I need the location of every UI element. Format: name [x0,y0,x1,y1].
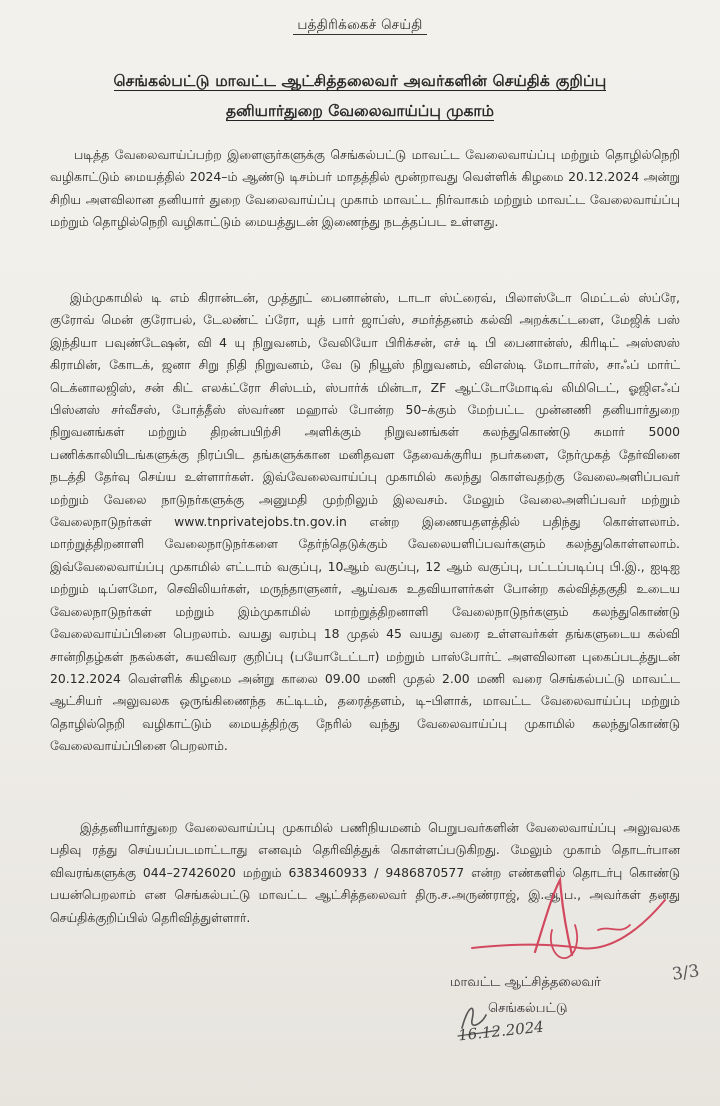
signatory-designation: மாவட்ட ஆட்சித்தலைவர் [450,975,601,990]
document-title: செங்கல்பட்டு மாவட்ட ஆட்சித்தலைவர் அவர்களின் செய்திக் குறிப்பு [113,72,607,90]
signature-stroke [551,925,577,958]
press-release-label: பத்திரிக்கைச் செய்தி [0,17,720,35]
handwritten-date: 16.12.2024 [457,1017,545,1045]
paragraph-contact: இத்தனியார்துறை வேலைவாய்ப்பு முகாமில் பணிநியமனம் பெறுபவர்களின் வேலைவாய்ப்பு அலுவலக பதிவு ரத்து செய்யப்படமாட்டாது எனவும் தெரிவித்துக் கொள்ளப்படுகிறது. மேலும் முகாம் தொடர்பான விவரங்களுக்கு 044–27426020 மற்றும் 6383460933 / 9486870577 என்ற எண்களில் தொடர்பு கொண்டு பயன்பெறலாம் என செங்கல்பட்டு மாவட்ட ஆட்சித்தலைவர் திரு.ச.அருண்ராஜ், இ.ஆ.ப., அவர்கள் தனது செய்திக்குறிப்பில் தெரிவித்துள்ளார். [50,820,680,925]
signatory-district: செங்கல்பட்டு [488,1001,568,1016]
paragraph-intro: படித்த வேலைவாய்ப்பற்ற இளைஞர்களுக்கு செங்கல்பட்டு மாவட்ட வேலைவாய்ப்பு மற்றும் தொழில்நெறி வழிகாட்டும் மையத்தில் 2024–ம் ஆண்டு டிசம்பர் மாதத்தில் மூன்றாவது வெள்ளிக் கிழமை 20.12.2024 அன்று சிறிய அளவிலான தனியார் துறை வேலைவாய்ப்பு முகாம் மாவட்ட நிர்வாகம் மற்றும் மாவட்ட வேலைவாய்ப்பு மற்றும் தொழில்நெறி வழிகாட்டும் மையத்துடன் இணைந்து நடத்தப்பட உள்ளது. [50,147,680,230]
paragraph-details: இம்முகாமில் டி எம் கிரான்டன், முத்தூட் பைனான்ஸ், டாடா ஸ்ட்ரைவ், பிலாஸ்டோ மெட்டல் ஸ்ப்ரே, குரோவ் மென் குரோபல், டேலண்ட் ப்ரோ, யுத் பார் ஜாப்ஸ், சமர்த்தனம் கல்வி அறக்கட்டளை, மேஜிக் பஸ் இந்தியா பவுண்டேஷன், வி 4 யு நிறுவனம், வேலியோ பிரிக்சன், எச் டி பி பைனான்ஸ், கிரிடிட் அஸ்ஸஸ் கிராமின், கோடக், ஜனா சிறு நிதி நிறுவனம், வே டு நியூஸ் நிறுவனம், விஎஸ்டி மோடார்ஸ், சாஃப் மார்ட் டெக்னாலஜிஸ், சன் கிட் எலக்ட்ரோ சிஸ்டம், ஸ்பார்க் மின்டா, ZF ஆட்டோமோடிவ் லிமிடெட், ஓஜிஎஃப் பிஸ்னஸ் சர்வீசஸ், போத்தீஸ் ஸ்வர்ண மஹால் போன்ற 50–க்கும் மேற்பட்ட முன்னணி தனியார்துறை நிறுவனங்கள் மற்றும் திறன்பயிற்சி அளிக்கும் நிறுவனங்கள் கலந்துகொண்டு சுமார் 5000 பணிக்காலியிடங்களுக்கு நிரப்பிட தங்களுக்கான மனிதவள தேவைக்குரிய நபர்களை, நேர்முகத் தேர்வினை நடத்தி தேர்வு செய்ய உள்ளார்கள். இவ்வேலைவாய்ப்பு முகாமில் கலந்து கொள்வதற்கு வேலைஅளிப்பவர் மற்றும் வேலை நாடுநர்களுக்கு அனுமதி முற்றிலும் இலவசம். மேலும் வேலைஅளிப்பவர் மற்றும் வேலைநாடுநர்கள் www.tnprivatejobs.tn.gov.in என்ற இணையதளத்தில் பதிந்து கொள்ளலாம். மாற்றுத்திறனாளி வேலைநாடுநர்களை தேர்ந்தெடுக்கும் வேலையளிப்பவர்களும் கலந்துகொள்ளலாம். இவ்வேலைவாய்ப்பு முகாமில் எட்டாம் வகுப்பு, 10ஆம் வகுப்பு, 12 ஆம் வகுப்பு, பட்டப்படிப்பு பி.இ., ஐடிஐ மற்றும் டிப்ளமோ, செவிலியர்கள், மருந்தாளுனர், ஆய்வக உதவியாளர்கள் போன்ற கல்வித்தகுதி உடைய வேலைநாடுநர்கள் மற்றும் இம்முகாமில் மாற்றுத்திறனாளி வேலைநாடுநர்களும் கலந்துகொண்டு வேலைவாய்ப்பினை பெறலாம். வயது வரம்பு 18 முதல் 45 வயது வரை உள்ளவர்கள் தங்களுடைய கல்வி சான்றிதழ்கள் நகல்கள், சுயவிவர குறிப்பு (பயோடேட்டா) மற்றும் பாஸ்போர்ட் அளவிலான புகைப்படத்துடன் 20.12.2024 வெள்ளிக் கிழமை அன்று காலை 09.00 மணி முதல் 2.00 மணி வரை செங்கல்பட்டு மாவட்ட ஆட்சியர் அலுவலக ஒருங்கிணைந்த கட்டிடம், தரைத்தளம், டி–பிளாக், மாவட்ட வேலைவாய்ப்பு மற்றும் தொழில்நெறி வழிகாட்டும் மையத்திற்கு நேரில் வந்து வேலைவாய்ப்பு முகாமில் கலந்துகொண்டு வேலைவாய்ப்பினை பெறலாம். [50,290,680,754]
document-subtitle: தனியார்துறை வேலைவாய்ப்பு முகாம் [226,102,494,120]
page-number-marker: 3/3 [670,961,701,985]
